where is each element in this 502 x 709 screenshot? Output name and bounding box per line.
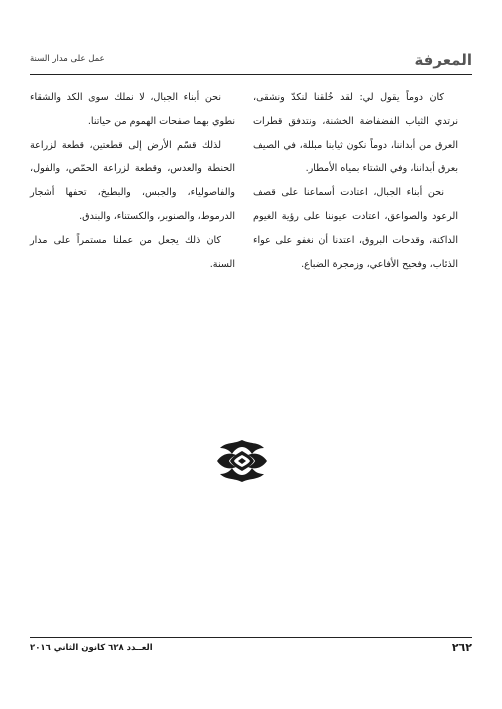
- header-rule: [30, 74, 472, 75]
- page-footer: [30, 641, 472, 659]
- paragraph: كان دوماً يقول لي: لقد خُلقنا لنكدّ ونشقى، نرتدي الثياب الفضفاضة الخشنة، ونتدفق قطرات العرق من أبداننا، دوماً نكون ثيابنا مبللة، في الصيف بعرق أبداننا، وفي الشتاء بمياه الأمطار.: [253, 92, 458, 175]
- paragraph: نحن أبناء الجبال، لا نملك سوى الكد والشقاء نطوي بهما صفحات الهموم من حياتنا.: [30, 92, 235, 127]
- text-column-right: [253, 86, 458, 276]
- paragraph: كان ذلك يجعل من عملنا مستمراً على مدار السنة.: [30, 234, 235, 270]
- issue-info: العــدد ٦٢٨ كانون الثاني ٢٠١٦: [30, 643, 153, 653]
- paragraph: نحن أبناء الجبال، اعتادت أسماعنا على قصف الرعود والصواعق، اعتادت عيوننا على رؤية الغيوم الداكنة، وقدحات البروق، اعتدنا أن نغفو على عواء الذئاب، وفحيح الأفاعي، وزمجرة الضباع.: [253, 187, 458, 270]
- page-header: [30, 50, 472, 72]
- page-number: ٢٦٢: [451, 641, 472, 654]
- text-column-left: [30, 86, 235, 276]
- decorative-ornament-icon: [216, 438, 268, 484]
- running-title: عمل على مدار السنة: [30, 54, 105, 64]
- magazine-logo: المعرفة: [414, 51, 472, 69]
- paragraph: لذلك قسّم الأرض إلى قطعتين، قطعة لزراعة الحنطة والعدس، وقطعة لزراعة الحمّص، والفول، والفاصولياء، والجبس، والبطيخ، تحفها أشجار الدرموط، والصنوبر، والكستناء، والبندق.: [30, 139, 235, 222]
- footer-rule: [30, 637, 472, 638]
